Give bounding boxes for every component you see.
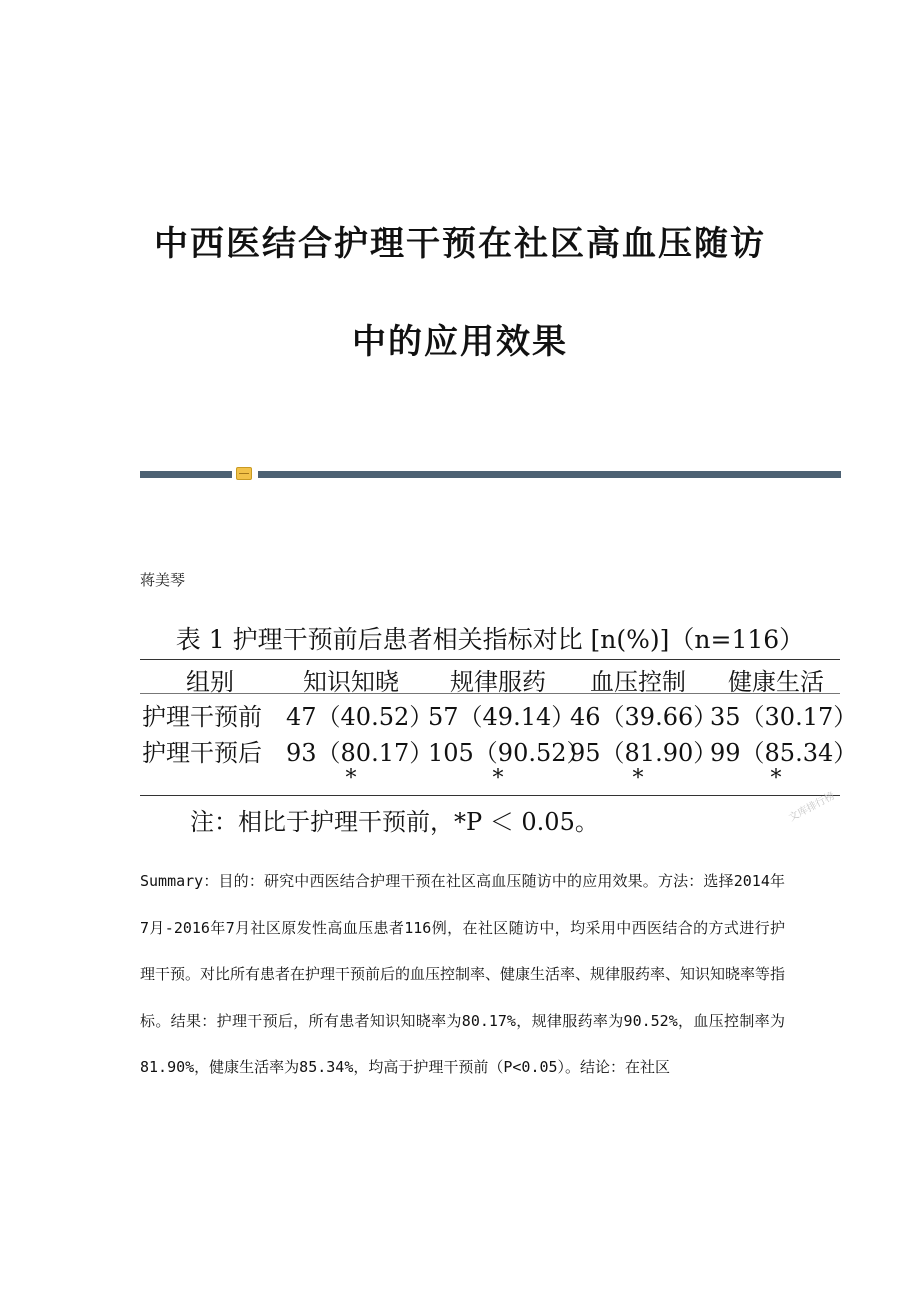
author-name: 蒋美琴	[140, 571, 186, 589]
table-header-bp-control: 血压控制	[590, 668, 686, 696]
table-cell: 46（39.66）	[570, 703, 718, 731]
document-title-line-1: 中西医结合护理干预在社区高血压随访	[154, 224, 766, 264]
significance-mark: *	[345, 766, 357, 791]
significance-mark: *	[492, 766, 504, 791]
watermark: 文库排行榜	[787, 790, 837, 824]
divider-rule-right	[258, 471, 841, 478]
table-cell: 99（85.34）	[710, 739, 858, 767]
table-cell: 93（80.17）	[286, 739, 434, 767]
table-header-healthy-living: 健康生活	[728, 668, 824, 696]
table-row-after-group: 护理干预后	[142, 739, 262, 767]
table-cell: 47（40.52）	[286, 703, 434, 731]
table-top-rule	[140, 659, 840, 660]
table-note: 注：相比于护理干预前，*P ＜ 0.05。	[190, 808, 599, 836]
envelope-icon	[236, 467, 252, 480]
significance-mark: *	[632, 766, 644, 791]
table-cell: 95（81.90）	[570, 739, 718, 767]
table-row-before-group: 护理干预前	[142, 703, 262, 731]
table-cell: 35（30.17）	[710, 703, 858, 731]
table-caption: 表 1 护理干预前后患者相关指标对比 [n(%)]（n=116）	[175, 625, 805, 654]
table-header-knowledge: 知识知晓	[303, 668, 399, 696]
table-header-group: 组别	[186, 668, 234, 696]
summary-paragraph: Summary：目的：研究中西医结合护理干预在社区高血压随访中的应用效果。方法：选择2014年7月-2016年7月社区原发性高血压患者116例，在社区随访中，均采用中西医结合的方式进行护理干预。对比所有患者在护理干预前后的血压控制率、健康生活率、规律服药率、知识知晓率等指标。结果：护理干预后，所有患者知识知晓率为80.17%，规律服药率为90.52%，血压控制率为81.90%，健康生活率为85.34%，均高于护理干预前（P<0.05）。结论：在社区	[140, 872, 786, 1076]
significance-mark: *	[770, 766, 782, 791]
table-bottom-rule	[140, 795, 840, 796]
document-title-line-2: 中的应用效果	[352, 322, 568, 362]
divider-rule-left	[140, 471, 232, 478]
table-cell: 105（90.52）	[428, 739, 591, 767]
table-header-medication: 规律服药	[450, 668, 546, 696]
table-cell: 57（49.14）	[428, 703, 576, 731]
